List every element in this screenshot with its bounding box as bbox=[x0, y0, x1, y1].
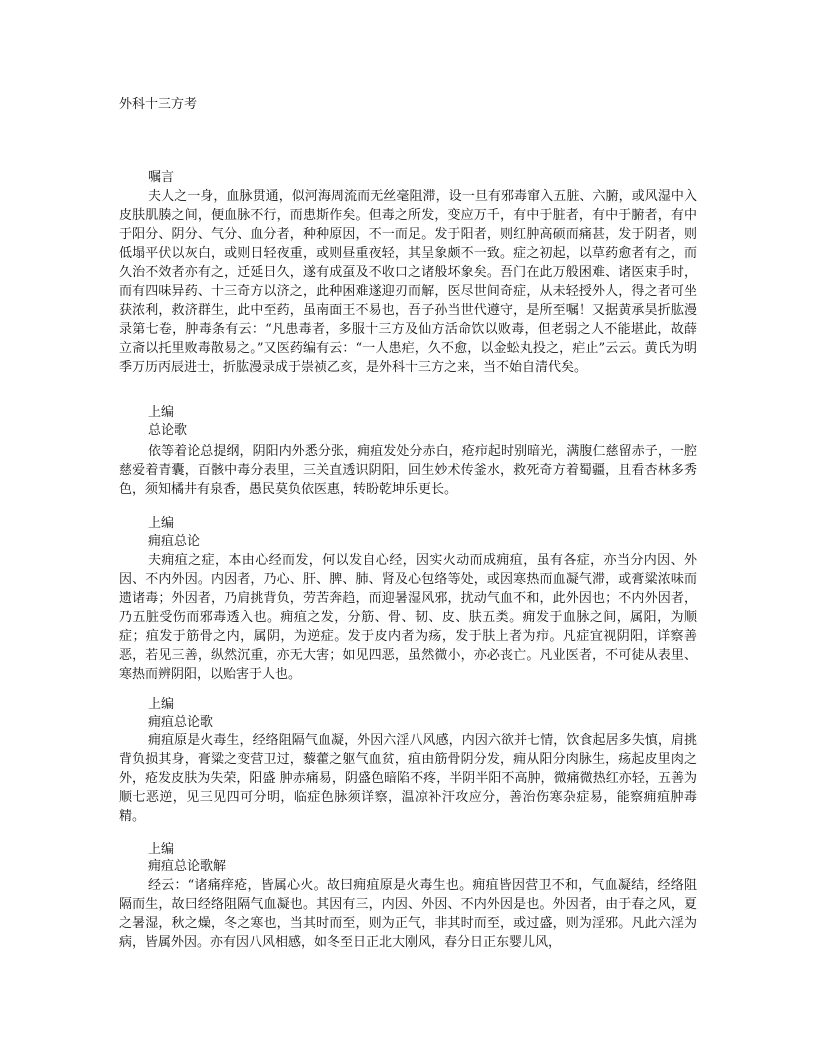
section-heading: 痈疽总论歌 bbox=[148, 715, 214, 730]
section-body: 夫痈疽之症，本由心经而发，何以发自心经，因实火动而成痈疽，虽有各症，亦当分内因、外因、不内外因。内因者，乃心、肝、脾、肺、肾及心包络等处，或因寒热而血凝气滞，或膏粱浓味而遗诸毒；外因者，乃肩挑背负，劳苦奔趋，而迎暑湿风邪，扰动气血不和，此外因也；不内外因者，乃五脏受伤而邪毒透入也。痈疽之发，分筋、骨、韧、皮、肤五类。痈发于血脉之间，属阳，为顺症；疽发于筋骨之内，属阴，为逆症。发于皮内者为疡，发于肤上者为疖。凡症宜视阴阳，详察善恶，若见三善，纵然沉重，亦无大害；如见四恶，虽然微小，亦必丧亡。凡业医者，不可徒从表里、寒热而辨阴阳，以贻害于人也。 bbox=[119, 553, 697, 682]
section-part-label: 上编 bbox=[148, 697, 175, 712]
preface-body: 夫人之一身，血脉贯通，似河海周流而无丝毫阻滞，设一旦有邪毒窜入五脏、六腑，或风湿中入皮肤肌腠之间，便血脉不行，而患斯作矣。但毒之所发，变应万千，有中于脏者，有中于腑者，有中于阳分、阴分、气分、血分者，种种原因，不一而足。发于阳者，则红肿高硕而痛甚，发于阴者，则低塌平伏以灰白，或则日轻夜重，或则昼重夜轻，其呈象颇不一致。症之初起，以草药愈者有之，而久治不效者亦有之，迁延日久，遂有成虿及不收口之诸般坏象矣。吾门在此万般困难、诸医束手时，而有四味异药、十三奇方以济之，此种困难遂迎刃而解，医尽世间奇症，从未轻授外人，得之者可坐获浓利，救济群生，此中至药，虽南面王不易也，吾子孙当世代遵守，是所至嘱！又据黄承昊折肱漫录第七卷，肿毒条有云：“凡患毒者，多服十三方及仙方活命饮以败毒，但老弱之人不能堪此，故薛立斋以托里败毒散易之。”又医药编有云：“一人患疟，久不愈，以金蚣丸投之，疟止”云云。黄氏为明季万历丙辰进士，折肱漫录成于崇祯乙亥，是外科十三方之来，当不始自清代矣。 bbox=[119, 189, 697, 375]
section-heading: 痈疽总论歌解 bbox=[148, 859, 227, 874]
section-part-label: 上编 bbox=[148, 405, 175, 420]
section-body: 经云：“诸痛痒疮，皆属心火。故曰痈疽原是火毒生也。痈疽皆因营卫不和，气血凝结，经络阻隔而生，故曰经络阻隔气血凝也。其因有三，内因、外因、不内外因是也。外因者，由于春之风，夏之暑湿，秋之燥，冬之寒也，当其时而至，则为正气，非其时而至，或过盛，则为淫邪。凡此六淫为病，皆属外因。亦有因八风相感，如冬至日正北大刚风，春分日正东婴儿风， bbox=[119, 878, 697, 950]
preface-heading: 嘱言 bbox=[148, 170, 175, 185]
section-body: 依等着论总提纲，阴阳内外悉分张，痈疽发处分赤白，疮疖起时别暗光，满腹仁慈留赤子，一腔慈爱着青囊，百骸中毒分表里，三关直透识阴阳，回生妙术传釜水，救死奇方着蜀疆，且看杏林多秀色，须知橘井有泉香，愚民莫负依医惠，转盼乾坤乐更长。 bbox=[119, 444, 697, 497]
section-heading: 痈疽总论 bbox=[148, 534, 201, 549]
document-title: 外科十三方考 bbox=[119, 97, 198, 112]
section-part-label: 上编 bbox=[148, 516, 175, 531]
section-body: 痈疽原是火毒生，经络阻隔气血凝，外因六淫八风感，内因六欲并七情，饮食起居多失慎，肩挑背负损其身，膏粱之变营卫过，藜藿之躯气血贫，疽由筋骨阴分发，痈从阳分肉脉生，疡起皮里肉之外，疮发皮肤为失荣，阳盛 肿赤痛易，阴盛色暗陷不疼，半阴半阳不高肿，微痛微热红亦轻，五善为顺七恶逆，见三见四可分明，临症色脉须详察，温凉补汗攻应分，善治伤寒杂症易，能察痈疽肿毒精。 bbox=[119, 733, 697, 824]
section-part-label: 上编 bbox=[148, 842, 175, 857]
section-heading: 总论歌 bbox=[148, 423, 188, 438]
